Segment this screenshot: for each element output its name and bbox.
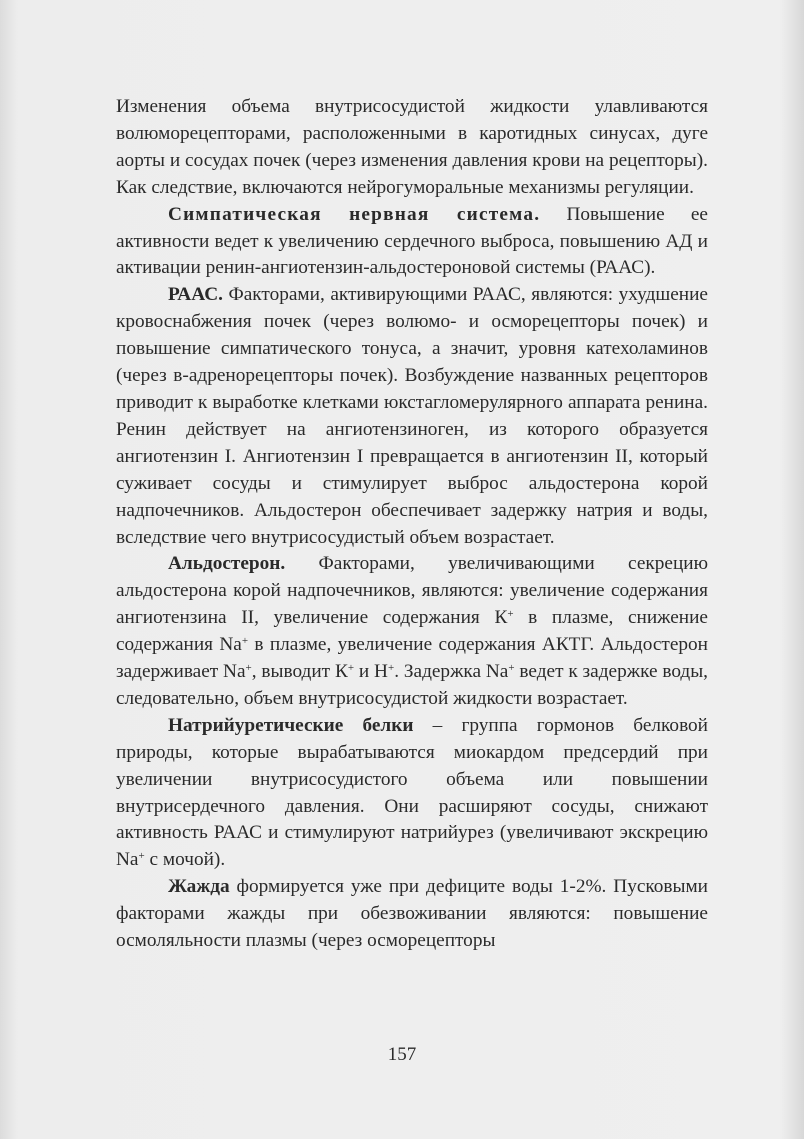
paragraph-heading: Натрийуретические белки (168, 714, 414, 736)
paragraph-raas (116, 282, 708, 551)
paragraph-sympathetic (116, 202, 708, 283)
body-text (116, 94, 708, 955)
paragraph-text: с мочой). (144, 849, 226, 871)
paragraph-text: Повышение ее активности ведет к увеличению сердечного выброса, повышению АД и активации ренин-ангиотензин-альдостероновой системы (РААС). (116, 203, 708, 279)
paragraph-thirst (116, 874, 708, 955)
paragraph-natriuretic (116, 713, 708, 874)
paragraph-text: в плазме, увеличение содержания АКТГ. Альдостерон задерживает Na (116, 634, 708, 683)
paragraph-heading: Альдостерон. (168, 553, 286, 575)
paragraph-text: . Задержка Na (394, 661, 509, 683)
superscript: + (347, 662, 355, 675)
superscript: + (508, 662, 515, 675)
paragraph-text: Изменения объема внутрисосудистой жидкости улавливаются волюморецепторами, расположенными в каротидных синусах, дуге аорты и сосудах почек (через изменения давления крови на рецепторы). Как следствие, включаются нейрогуморальные механизмы регуляции. (116, 96, 708, 198)
paragraph-text: и Н (354, 661, 388, 683)
page-number: 157 (387, 1044, 417, 1065)
paragraph-text: – группа гормонов белковой природы, которые вырабатываются миокардом предсердий при увеличении внутрисосудистого объема или повышении внутрисердечного давления. Они расширяют сосуды, снижают активность РААС и стимулируют натрийурез (увеличивают экскрецию Na (116, 714, 709, 871)
paragraph-heading: РААС. (168, 284, 223, 306)
superscript: + (507, 608, 514, 621)
paragraph-text: в плазме, снижение содержания Na (116, 607, 708, 656)
paragraph-text: , выводит К (251, 661, 348, 683)
paragraph-text: Факторами, увеличивающими секрецию альдостерона корой надпочечников, являются: увеличение содержания ангиотензина II, увеличение содержания К (116, 553, 708, 629)
superscript: + (241, 635, 249, 648)
paragraph-text: Факторами, активирующими РААС, являются: ухудшение кровоснабжения почек (через волюмо- и осморецепторы почек) и повышение симпатического тонуса, а значит, уровня катехоламинов (через в-адренорецепторы почек). Возбуждение названных рецепторов приводит к выработке клетками юкстагломерулярного аппарата ренина. Ренин действует на ангиотензиноген, из которого образуется ангиотензин I. Ангиотензин I превращается в ангиотензин II, который суживает сосуды и стимулирует выброс альдостерона корой надпочечников. Альдостерон обеспечивает задержку натрия и воды, вследствие чего внутрисосудистый объем возрастает. (116, 284, 708, 548)
paragraph-text: ведет к задержке воды, следовательно, объем внутрисосудистой жидкости возрастает. (116, 661, 708, 709)
superscript: + (138, 850, 145, 863)
paragraph-text: формируется уже при дефиците воды 1-2%. Пусковыми факторами жажды при обезвоживании являются: повышение осмоляльности плазмы (через осморецепторы (116, 876, 708, 952)
paragraph-aldosterone (116, 551, 708, 712)
paragraph-volume-receptors (116, 94, 708, 202)
superscript: + (387, 662, 395, 675)
paragraph-heading: Симпатическая нервная система. (168, 203, 541, 225)
superscript: + (245, 662, 252, 675)
paragraph-heading: Жажда (168, 876, 230, 898)
